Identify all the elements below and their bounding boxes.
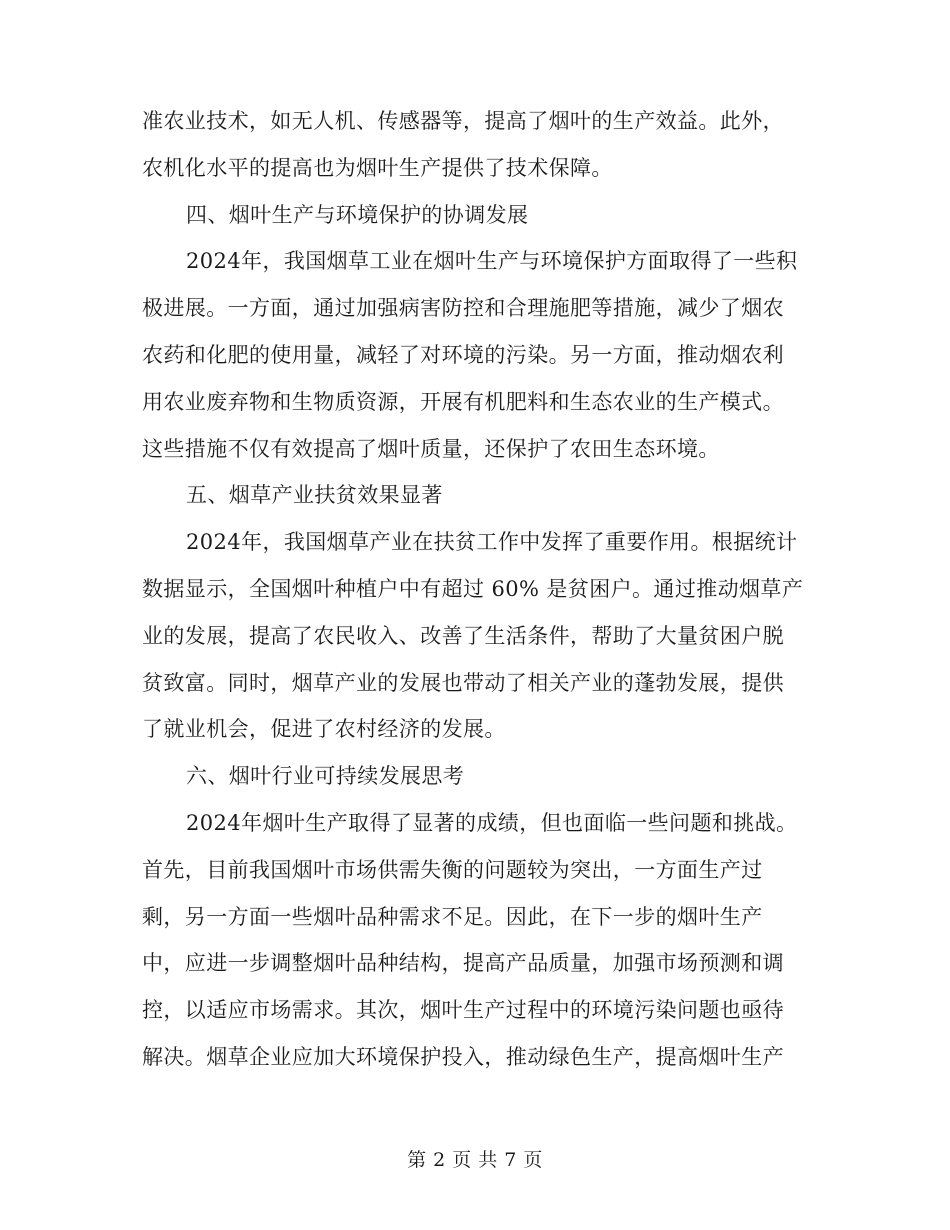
section-heading-4: 四、烟叶生产与环境保护的协调发展 <box>186 202 529 227</box>
body-line: 业的发展，提高了农民收入、改善了生活条件，帮助了大量贫困户脱 <box>142 623 784 648</box>
section-heading-5: 五、烟草产业扶贫效果显著 <box>186 483 443 508</box>
body-line: 中，应进一步调整烟叶品种结构，提高产品质量，加强市场预测和调 <box>142 951 784 976</box>
page-number-footer: 第 2 页 共 7 页 <box>407 1149 543 1171</box>
body-line: 2024年烟叶生产取得了显著的成绩，但也面临一些问题和挑战。 <box>186 810 798 835</box>
body-line: 了就业机会，促进了农村经济的发展。 <box>142 717 506 742</box>
body-line: 贫致富。同时，烟草产业的发展也带动了相关产业的蓬勃发展，提供 <box>142 670 784 695</box>
body-line: 2024年，我国烟草产业在扶贫工作中发挥了重要作用。根据统计 <box>186 530 798 555</box>
body-line: 这些措施不仅有效提高了烟叶质量，还保护了农田生态环境。 <box>142 436 720 461</box>
body-line: 控，以适应市场需求。其次，烟叶生产过程中的环境污染问题也亟待 <box>142 998 784 1023</box>
section-heading-6: 六、烟叶行业可持续发展思考 <box>186 764 465 789</box>
body-line: 剩，另一方面一些烟叶品种需求不足。因此，在下一步的烟叶生产 <box>142 904 763 929</box>
body-line: 极进展。一方面，通过加强病害防控和合理施肥等措施，减少了烟农 <box>142 296 784 321</box>
body-line: 农机化水平的提高也为烟叶生产提供了技术保障。 <box>142 155 613 180</box>
body-line: 2024年，我国烟草工业在烟叶生产与环境保护方面取得了一些积 <box>186 249 798 274</box>
body-line: 农药和化肥的使用量，减轻了对环境的污染。另一方面，推动烟农利 <box>142 342 784 367</box>
body-line: 用农业废弃物和生物质资源，开展有机肥料和生态农业的生产模式。 <box>142 389 784 414</box>
body-line: 首先，目前我国烟叶市场供需失衡的问题较为突出，一方面生产过 <box>142 857 763 882</box>
document-body <box>142 98 812 1081</box>
body-line: 准农业技术，如无人机、传感器等，提高了烟叶的生产效益。此外， <box>142 109 784 133</box>
body-line: 数据显示，全国烟叶种植户中有超过 60% 是贫困户。通过推动烟草产 <box>142 576 804 601</box>
body-line: 解决。烟草企业应加大环境保护投入，推动绿色生产，提高烟叶生产 <box>142 1044 784 1069</box>
